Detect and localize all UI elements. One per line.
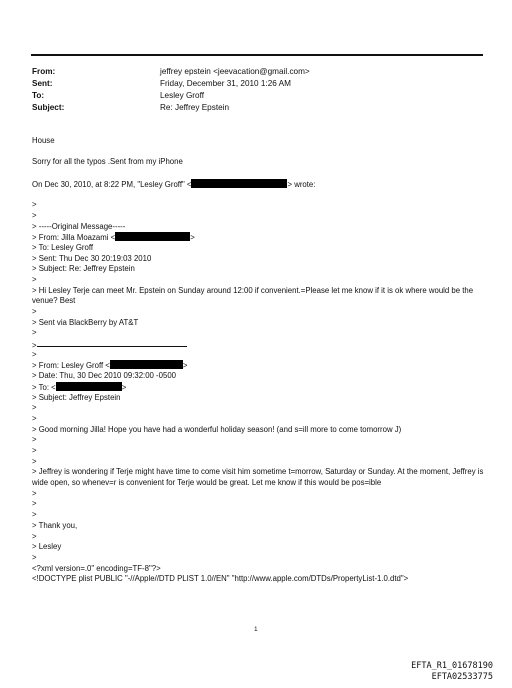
quote-marker: >	[32, 435, 37, 445]
underline-line	[32, 339, 487, 350]
quote-marker: >	[32, 341, 37, 351]
quote-marker: >	[32, 413, 37, 423]
to-label: To:	[32, 91, 45, 100]
quote-marker: >	[32, 403, 37, 413]
body-line: > -----Original Message-----	[32, 221, 126, 231]
from-label: From:	[32, 67, 56, 76]
angle-close: >	[190, 233, 195, 243]
bates-stamp-2: EFTA02533775	[431, 672, 493, 682]
body-line: > Thank you,	[32, 520, 78, 530]
angle-close: >	[182, 361, 188, 371]
wrote-suffix: > wrote:	[287, 179, 316, 189]
quote-marker: >	[32, 531, 37, 541]
quote-marker: >	[32, 328, 37, 338]
body-line: > Good morning Jilla! Hope you have had a wonderful holiday season! (and s=ill more to come tomorrow J)	[32, 424, 402, 434]
to-value: Lesley Groff	[160, 91, 204, 100]
quote-marker: >	[32, 274, 37, 284]
signature-separator	[37, 339, 187, 347]
quote-marker: >	[32, 499, 37, 509]
body-line: > Subject: Re: Jeffrey Epstein	[32, 264, 135, 274]
sent-label: Sent:	[32, 79, 53, 88]
from-jilla-prefix: > From: Jilla Moazami <	[32, 233, 116, 243]
redaction-block	[110, 360, 183, 369]
quote-marker: >	[32, 552, 37, 562]
quote-marker: >	[32, 510, 37, 520]
redaction-block	[191, 179, 287, 188]
from-jilla-line	[32, 232, 487, 243]
body-line: > Sent: Thu Dec 30 20:19:03 2010	[32, 253, 152, 263]
body-line: > Date: Thu, 30 Dec 2010 09:32:00 -0500	[32, 371, 176, 381]
quote-marker: >	[32, 445, 37, 455]
email-body	[32, 136, 487, 585]
quote-marker: >	[32, 488, 37, 498]
body-line: > To: Lesley Groff	[32, 242, 94, 252]
header-rule	[31, 54, 483, 56]
from-lesley-line	[32, 360, 487, 371]
body-line: House	[32, 136, 55, 145]
body-paragraph: > Hi Lesley Terje can meet Mr. Epstein on Sunday around 12:00 if convenient.=Please let me know if it is ok where would be the venue? Best	[32, 285, 474, 306]
to-prefix: > To: <	[32, 382, 56, 392]
redaction-block	[56, 382, 122, 391]
subject-value: Re: Jeffrey Epstein	[160, 103, 230, 112]
wrote-prefix: On Dec 30, 2010, at 8:22 PM, "Lesley Groff" <	[32, 179, 192, 189]
quote-marker: >	[32, 200, 37, 210]
from-value: jeffrey epstein <jeevacation@gmail.com>	[160, 67, 310, 76]
to-redacted-line	[32, 382, 487, 393]
body-line: > Sent via BlackBerry by AT&T	[32, 317, 139, 327]
angle-close: >	[121, 382, 127, 392]
body-line: > Lesley	[32, 542, 62, 552]
from-lesley-prefix: > From: Lesley Groff <	[32, 361, 110, 371]
body-line: > Subject: Jeffrey Epstein	[32, 392, 121, 402]
wrote-line	[32, 179, 487, 190]
body-line: Sorry for all the typos .Sent from my iPhone	[32, 157, 183, 167]
redaction-block	[115, 232, 190, 241]
body-line: <!DOCTYPE plist PUBLIC "-//Apple//DTD PLIST 1.0//EN" "http://www.apple.com/DTDs/PropertyList-1.0.dtd">	[32, 574, 409, 584]
bates-stamp-1: EFTA_R1_01678190	[411, 661, 493, 671]
quote-marker: >	[32, 307, 37, 317]
page-number: 1	[254, 626, 258, 633]
quote-marker: >	[32, 210, 37, 220]
sent-value: Friday, December 31, 2010 1:26 AM	[160, 79, 291, 88]
quote-marker: >	[32, 349, 37, 359]
quote-marker: >	[32, 456, 37, 466]
body-paragraph: > Jeffrey is wondering if Terje might have time to come visit him sometime t=morrow, Saturday or Sunday. At the moment, Jeffrey is wide open, so whenev=r is convenient for Terje would be great. Let me know if this would be pos=ible	[32, 467, 484, 488]
subject-label: Subject:	[32, 103, 65, 112]
body-line: <?xml version=.0" encoding=TF-8"?>	[32, 563, 161, 573]
